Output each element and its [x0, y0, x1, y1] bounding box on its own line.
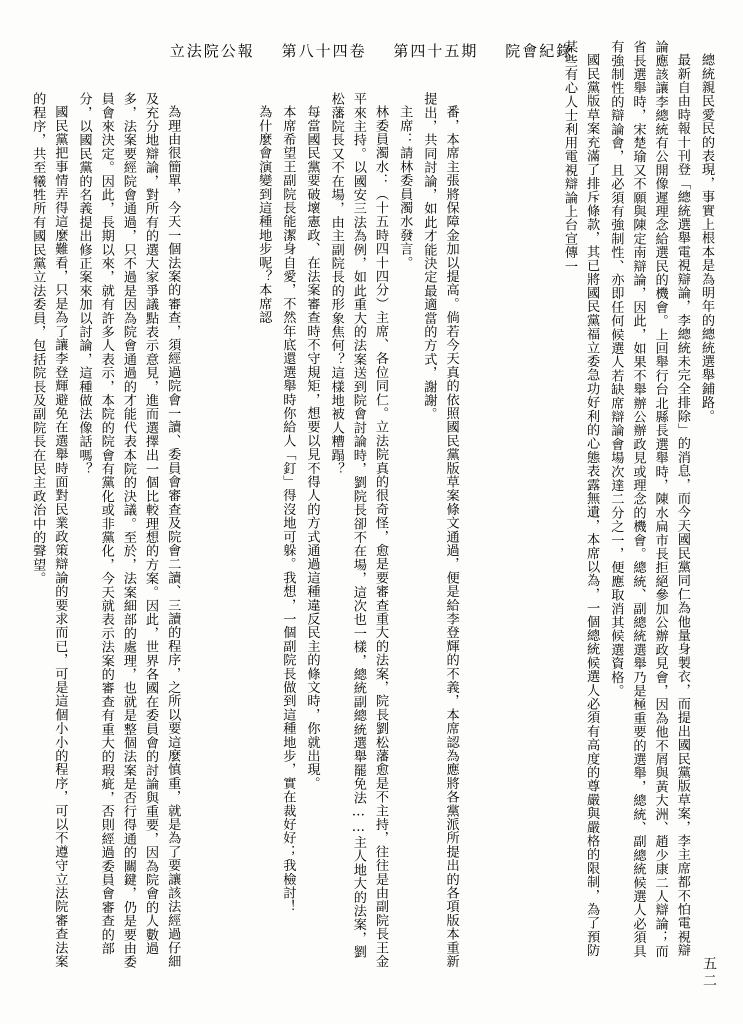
paragraph: 每當國民黨要破壞憲政、在法案審查時不守規矩，想要以見不得人的方式通過這種違反民主的條文時，你就出現。: [304, 105, 320, 791]
paragraph: 最新自由時報十刊登「總統選舉電視辯論，李總統未完全排除」的消息，而今天國民黨同仁為他量身製衣，而提出國民黨版草案，李主席都不怕電視辯論應該讓李總統有公開像遲理念給選民的機會。上回舉行台北縣長選舉時，陳水扁市長拒絕參加公辦政見會，因為他不屑與黃大洲、趙少康二人辯論；而省長選舉時，宋楚瑜又不願與陳定南辯論，因此，如果不舉辦公辦政見或理念的機會。總統、副總統選舉乃是極重要的選舉，總統、副總統候選人必須具有強制性的辯論會，且必須有強制性、亦即任何候選人若缺席辯論會場次達二分之一，便應取消其候選資格。: [608, 40, 690, 958]
paragraph: 總統親民愛民的表現，事實上根本是為明年的總統選舉鋪路。: [699, 53, 714, 424]
paragraph: 主席：請林委員濁水發言。: [397, 105, 413, 270]
paragraph: 林委員濁水：（十五時四十四分）主席、各位同仁。立法院真的很奇怪，愈是要審查重大的法案，院長劉松藩愈是不主持，往往是由副院長王金平來主持。以國安三法為例，如此重大的法案送到院會討論時，劉院長卻不在場，這次也一樣，總統副總統選舉罷免法……主人地大的法案，劉松藩院長又不在場，由主副院長的形象焦何？這樣地被人糟蹋？: [328, 92, 389, 969]
journal-volume: 第八十四卷: [281, 42, 367, 60]
paragraph: 為理由很簡單，今天一個法案的審查，須經過院會一讀、委員會審查及院會二讀、三讀的程序，之所以要這麼慎重，就是為了要讓該法經過仔細及充分地辯論，對所有的選大家爭議點表示意見，進而選擇出一個比較理想的方案。因此，世界各國在委員會的討論與重要，因為院會的人數過多，法案要經院會通過，只不過是因為院會通過的才能代表本院的決議。至於，法案細部的處理，也就是整個法案是否行得通的關鍵，仍是要由委員會來決定。因此，長期以來，就有許多人表示，本院的院會有黨化或非黨化，今天就表示法案的審查有重大的瑕疵，否則經過委員會審查的部分，以國民黨的名義提出修正案來加以討論，這種做法像話嗎？: [76, 92, 181, 969]
paragraph: 番，本席主張將保障金加以提高。倘若今天真的依照國民黨版草案條文通過，便是給李登輝的不義，本席認為應將各黨派所提出的各項版本重新提出，共同討論，如此才能決定最適當的方式，謝謝。: [421, 92, 459, 969]
text-region-right: [556, 40, 717, 970]
paragraph: 國民黨版草案充滿了排斥條款，其已將國民黨福立委急功好利的心態表露無遺，本席以為，一個總統候選人必須有高度的尊嚴與嚴格的限制，為了預防某些有心人士利用電視辯論上台宣傳一: [561, 40, 600, 958]
journal-section: 院會紀錄: [505, 42, 574, 60]
journal-title: 立法院公報: [169, 42, 255, 60]
text-region-middle: [250, 92, 462, 972]
text-region-left: [24, 92, 183, 972]
journal-issue: 第四十五期: [393, 42, 479, 60]
paragraph: 為什麼會演變到這種地步呢？本席認: [256, 105, 272, 325]
paragraph: 本席希望王副院長能潔身自愛，不然年底還選舉時你給人「釘」得沒地可躲。我想，一個副院長做到這種地步，實在裁好好；我檢討！: [280, 105, 296, 914]
page-number: 五二: [701, 956, 717, 990]
paragraph: 國民黨把事情弄得這麼難看，只是為了讓李登輝避免在選舉時面對民業政策辯論的要求而已，可是這個小小的程序，可以不遵守立法院審查法案的程序，共至犧牲所有國民黨立法委員，包括院長及副院長在民主政治中的聲望。: [30, 92, 68, 969]
